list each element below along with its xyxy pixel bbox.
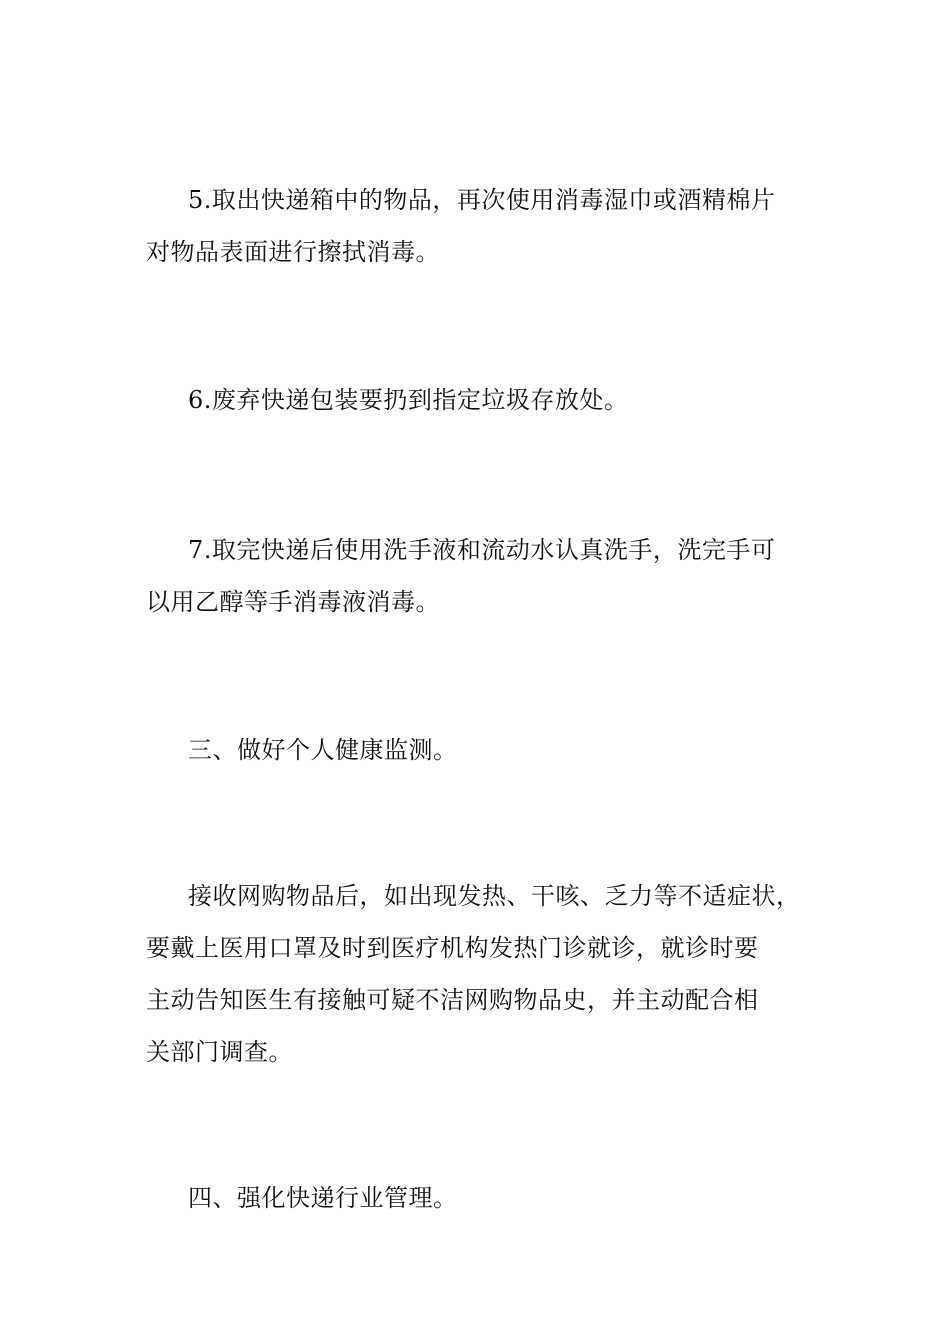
section-title: 三、做好个人健康监测。: [188, 736, 458, 764]
section-heading-3: [146, 724, 836, 776]
paragraph-line: 对物品表面进行擦拭消毒。: [146, 238, 440, 266]
paragraph-line: 接收网购物品后，如出现发热、干咳、乏力等不适症状，: [188, 882, 801, 910]
paragraph-line: 以用乙醇等手消毒液消毒。: [146, 588, 440, 616]
paragraph-line: 5.取出快递箱中的物品，再次使用消毒湿巾或酒精棉片: [188, 186, 776, 214]
paragraph-line: 6.废弃快递包装要扔到指定垃圾存放处。: [188, 386, 629, 414]
paragraph-step-6: [146, 374, 836, 426]
paragraph-health-monitoring: [146, 870, 836, 1078]
paragraph-line: 主动告知医生有接触可疑不洁网购物品史，并主动配合相: [146, 986, 759, 1014]
paragraph-step-7: [146, 524, 836, 628]
paragraph-line: 7.取完快递后使用洗手液和流动水认真洗手，洗完手可: [188, 536, 776, 564]
paragraph-line: 关部门调查。: [146, 1038, 293, 1066]
section-heading-4: [146, 1172, 836, 1224]
paragraph-line: 要戴上医用口罩及时到医疗机构发热门诊就诊，就诊时要: [146, 934, 759, 962]
section-title: 四、强化快递行业管理。: [188, 1184, 458, 1212]
paragraph-step-5: [146, 174, 836, 278]
